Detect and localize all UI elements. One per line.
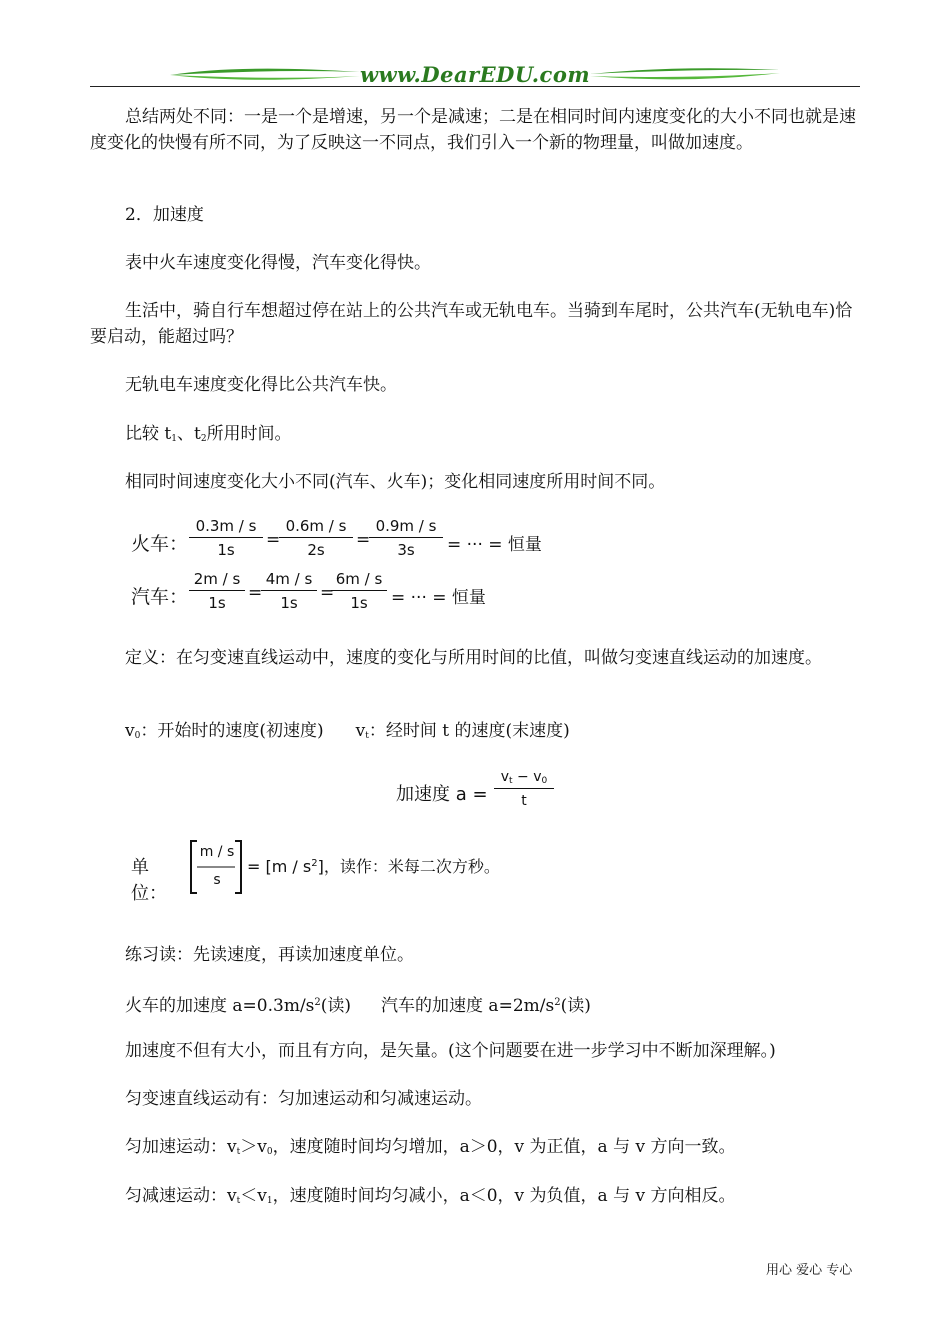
section-heading: 2．加速度 [125,205,204,225]
fraction: 0.3m / s 1s [189,515,263,560]
paragraph: 表中火车速度变化得慢，汽车变化得快。 [125,253,431,273]
page-footer: 用心 爱心 专心 [766,1263,853,1278]
definition-paragraph: 定义：在匀变速直线运动中，速度的变化与所用时间的比值，叫做匀变速直线运动的加速度。 [125,648,822,668]
site-logo: www.DearEDU.com [359,62,591,87]
paragraph: 火车的加速度 $a=0.3m/s^2$(读) 汽车的加速度 $a=2m/s^2$(读) [125,996,591,1016]
paragraph: 生活中，骑自行车想超过停在站上的公共汽车或无轨电车。当骑到车尾时，公共汽车(无轨电车)恰要启动，能超过吗？ [90,301,853,347]
fraction: 0.6m / s 2s [279,515,353,560]
header-rule [90,86,860,87]
paragraph: 匀变速直线运动有：匀加速运动和匀减速运动。 [125,1089,482,1109]
row-label: 火车： [131,533,189,555]
paragraph: 匀减速运动：$v_t<v_1$，速度随时间均匀减小，a＜0，v 为负值，a 与 v 方向相反。 [125,1186,736,1206]
fraction: 6m / s 1s [331,568,387,613]
paragraph: 练习读：先读速度，再读加速度单位。 [125,945,414,965]
paragraph: 相同时间速度变化大小不同(汽车、火车)；变化相同速度所用时间不同。 [125,472,666,492]
fraction: 2m / s 1s [189,568,245,613]
train-ratio-row: 火车： 0.3m / s 1s = 0.6m / s 2s = 0.9m / s 3s = ··· = 恒量 [131,517,542,559]
fraction: 4m / s 1s [261,568,317,613]
paragraph: 无轨电车速度变化得比公共汽车快。 [125,375,397,395]
paragraph: 比较 $t_1$、$t_2$所用时间。 [125,424,292,444]
car-ratio-row: 汽车： 2m / s 1s = 4m / s 1s = 6m / s 1s = ··· = 恒量 [131,570,486,612]
paragraph: 匀加速运动：$v_t>v_0$，速度随时间均匀增加，a＞0，v 为正值，a 与 v 方向一致。 [125,1137,736,1157]
row-label: 汽车： [131,586,189,608]
velocity-definitions: $v_0$：开始时的速度(初速度) $v_t$：经时间 t 的速度(末速度) [125,721,570,741]
fraction: 0.9m / s 3s [369,515,443,560]
paragraph-summary: 总结两处不同：一是一个是增速，另一个是减速；二是在相同时间内速度变化的大小不同也就是速度变化的快慢有所不同，为了反映这一不同点，我们引入一个新的物理量，叫做加速度。 [90,107,856,153]
paragraph: 加速度不但有大小，而且有方向，是矢量。(这个问题要在进一步学习中不断加深理解。) [125,1041,776,1061]
fraction: $v_t - v_0$ t [494,766,554,811]
